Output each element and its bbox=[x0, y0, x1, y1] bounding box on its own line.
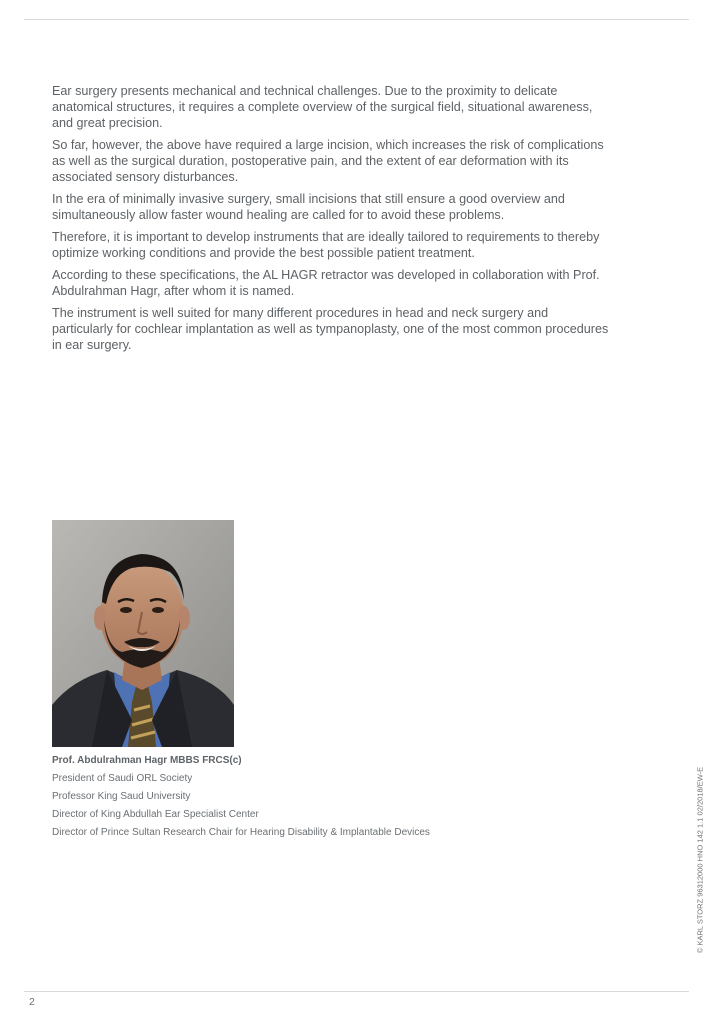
photo-caption bbox=[52, 752, 572, 842]
caption-role: Director of King Abdullah Ear Specialist Center bbox=[52, 809, 259, 820]
caption-role: Director of Prince Sultan Research Chair for Hearing Disability & Implantable Devices bbox=[52, 827, 430, 838]
caption-name: Prof. Abdulrahman Hagr MBBS FRCS(c) bbox=[52, 755, 242, 766]
paragraph-2: So far, however, the above have required a large incision, which increases the risk of complications as well as the surgical duration, postoperative pain, and the extent of ear deformation with its associated sensory disturbances. bbox=[52, 138, 604, 184]
page-number: 2 bbox=[29, 996, 35, 1008]
caption-role: Professor King Saud University bbox=[52, 791, 191, 802]
paragraph-4: Therefore, it is important to develop instruments that are ideally tailored to requirements to thereby optimize working conditions and provide the best possible patient treatment. bbox=[52, 230, 600, 260]
caption-role: President of Saudi ORL Society bbox=[52, 773, 193, 784]
header-rule bbox=[24, 19, 689, 20]
body-text bbox=[52, 83, 612, 359]
paragraph-5: According to these specifications, the AL HAGR retractor was developed in collaboration with Prof. Abdulrahman Hagr, after whom it is named. bbox=[52, 268, 600, 298]
portrait-photo bbox=[52, 520, 234, 747]
paragraph-6: The instrument is well suited for many different procedures in head and neck surgery and particularly for cochlear implantation as well as tympanoplasty, one of the most common procedures in ear surgery. bbox=[52, 306, 609, 352]
paragraph-3: In the era of minimally invasive surgery, small incisions that still ensure a good overview and simultaneously allow faster wound healing are called for to avoid these problems. bbox=[52, 192, 565, 222]
copyright-note bbox=[695, 760, 705, 960]
footer-rule bbox=[24, 991, 689, 992]
copyright-text: © KARL STORZ 96312000 HNO 142 1.1 02/2018/EW-E bbox=[695, 766, 705, 954]
paragraph-1: Ear surgery presents mechanical and technical challenges. Due to the proximity to delicate anatomical structures, it requires a complete overview of the surgical field, situational awareness, and great precision. bbox=[52, 84, 593, 130]
